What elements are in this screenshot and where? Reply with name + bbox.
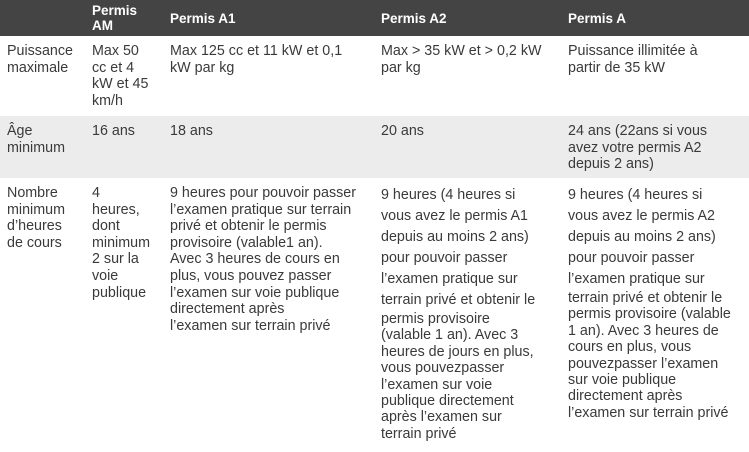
header-permis-a: Permis A (561, 0, 749, 36)
row-label-heures: Nombre minimum d’heures de cours (7, 185, 65, 251)
cell-am-heures: 4 heures, dont minimum 2 sur la voie publique (92, 185, 150, 301)
cell-a2-heures-rest: permis provisoire (valable 1 an). Avec 3 heures de jours en plus, vous pouvezpasser l’examen sur voie publique directement après l’examen sur terrain privé (381, 311, 534, 442)
row-label-age: Âge minimum (0, 116, 85, 178)
cell-a-puissance: Puissance illimitée à partir de 35 kW (568, 43, 698, 76)
cell-a-heures-rest: terrain privé et obtenir le permis provisoire (valable 1 an). Avec 3 heures de cours en plus, vous pouvezpasser l’examen sur voie publique directement après l’examen sur terrain privé (568, 290, 731, 421)
header-permis-a2: Permis A2 (374, 0, 561, 36)
table-header (0, 0, 749, 36)
cell-a-heures (561, 178, 749, 447)
header-blank-cell (0, 0, 85, 36)
cell-a2-puissance: Max > 35 kW et > 0,2 kW par kg (381, 43, 542, 76)
row-label-puissance: Puissance maximale (7, 43, 73, 76)
table-row-puissance (0, 36, 749, 116)
cell-a-age: 24 ans (22ans si vous avez votre permis A2 depuis 2 ans) (561, 116, 749, 178)
table-row-heures (0, 178, 749, 447)
cell-am-age: 16 ans (85, 116, 163, 178)
table-body (0, 36, 749, 447)
cell-a1-age: 18 ans (163, 116, 374, 178)
header-permis-a1: Permis A1 (163, 0, 374, 36)
table-row-age (0, 116, 749, 178)
cell-a-heures-lead: 9 heures (4 heures si vous avez le permis A2 depuis au moins 2 ans) pour pouvoir passer l’examen pratique sur (568, 187, 716, 287)
cell-am-puissance: Max 50 cc et 4 kW et 45 km/h (92, 43, 149, 109)
cell-a2-heures-lead: 9 heures (4 heures si vous avez le permis A1 depuis au moins 2 ans) pour pouvoir passer l’examen pratique sur terrain privé et obtenir le (381, 187, 536, 308)
cell-a2-heures (374, 178, 561, 447)
cell-a2-age: 20 ans (374, 116, 561, 178)
header-row (0, 0, 749, 36)
cell-a1-puissance: Max 125 cc et 11 kW et 0,1 kW par kg (170, 43, 343, 76)
header-permis-am: Permis AM (85, 0, 163, 36)
cell-a1-heures: 9 heures pour pouvoir passer l’examen pratique sur terrain privé et obtenir le permis provisoire (valable1 an). Avec 3 heures de cours en plus, vous pouvez passer l’examen sur voie publique directement après l’examen sur terrain privé (170, 185, 356, 334)
